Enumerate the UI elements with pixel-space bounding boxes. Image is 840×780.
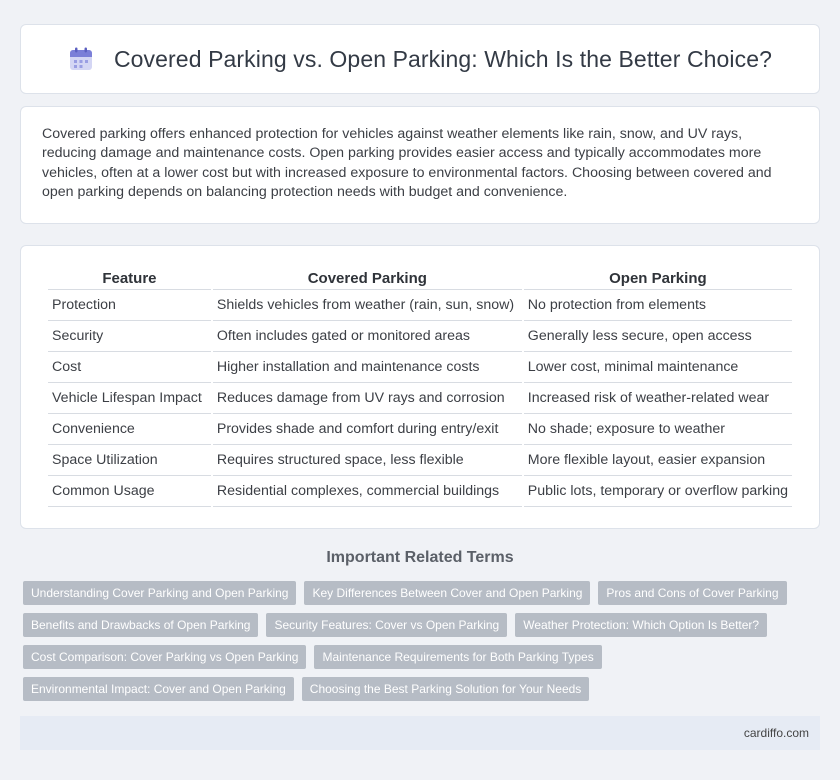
related-term-tag[interactable]: Environmental Impact: Cover and Open Parking <box>23 677 294 701</box>
tag-row <box>23 613 823 637</box>
table-row <box>48 290 792 321</box>
table-cell-covered: Requires structured space, less flexible <box>213 445 522 476</box>
page-title: Covered Parking vs. Open Parking: Which Is the Better Choice? <box>113 45 773 72</box>
table-cell-feature: Space Utilization <box>48 445 211 476</box>
table-cell-open: Public lots, temporary or overflow parking <box>524 476 792 507</box>
table-cell-covered: Provides shade and comfort during entry/exit <box>213 414 522 445</box>
table-cell-covered: Residential complexes, commercial buildings <box>213 476 522 507</box>
table-cell-covered: Higher installation and maintenance costs <box>213 352 522 383</box>
table-row <box>48 352 792 383</box>
related-term-tag[interactable]: Benefits and Drawbacks of Open Parking <box>23 613 258 637</box>
table-row <box>48 445 792 476</box>
table-row <box>48 414 792 445</box>
table-cell-open: Lower cost, minimal maintenance <box>524 352 792 383</box>
table-cell-feature: Cost <box>48 352 211 383</box>
intro-paragraph: Covered parking offers enhanced protection for vehicles against weather elements like rain, snow, and UV rays, reducing damage and maintenance costs. Open parking provides easier access and typically accommodates more vehicles, often at a lower cost but with increased exposure to environmental factors. Choosing between covered and open parking depends on balancing protection needs with budget and convenience. <box>42 126 772 200</box>
header-card <box>20 24 820 94</box>
table-cell-open: Generally less secure, open access <box>524 321 792 352</box>
table-cell-covered: Reduces damage from UV rays and corrosion <box>213 383 522 414</box>
comparison-table <box>46 264 794 507</box>
header-inner <box>68 46 772 73</box>
related-terms-tags <box>23 581 823 709</box>
footer <box>20 716 820 750</box>
table-cell-open: No protection from elements <box>524 290 792 321</box>
related-term-tag[interactable]: Cost Comparison: Cover Parking vs Open Parking <box>23 645 306 669</box>
table-cell-open: Increased risk of weather-related wear <box>524 383 792 414</box>
footer-site-link[interactable]: cardiffo.com <box>743 726 809 740</box>
column-header-covered: Covered Parking <box>213 264 522 290</box>
related-term-tag[interactable]: Pros and Cons of Cover Parking <box>598 581 786 605</box>
tag-row <box>23 645 823 669</box>
table-row <box>48 383 792 414</box>
table-cell-feature: Common Usage <box>48 476 211 507</box>
tag-row <box>23 581 823 605</box>
comparison-table-card <box>20 245 820 529</box>
related-term-tag[interactable]: Understanding Cover Parking and Open Parking <box>23 581 296 605</box>
table-cell-open: More flexible layout, easier expansion <box>524 445 792 476</box>
tag-row <box>23 677 823 701</box>
table-cell-covered: Shields vehicles from weather (rain, sun, snow) <box>213 290 522 321</box>
calendar-icon <box>68 46 94 72</box>
table-header-row <box>48 264 792 290</box>
table-row <box>48 476 792 507</box>
table-cell-feature: Convenience <box>48 414 211 445</box>
related-term-tag[interactable]: Security Features: Cover vs Open Parking <box>266 613 507 637</box>
related-term-tag[interactable]: Key Differences Between Cover and Open Parking <box>304 581 590 605</box>
intro-card <box>20 106 820 224</box>
table-cell-open: No shade; exposure to weather <box>524 414 792 445</box>
table-cell-covered: Often includes gated or monitored areas <box>213 321 522 352</box>
table-cell-feature: Security <box>48 321 211 352</box>
related-term-tag[interactable]: Maintenance Requirements for Both Parking Types <box>314 645 601 669</box>
table-cell-feature: Vehicle Lifespan Impact <box>48 383 211 414</box>
column-header-feature: Feature <box>48 264 211 290</box>
table-cell-feature: Protection <box>48 290 211 321</box>
related-term-tag[interactable]: Choosing the Best Parking Solution for Your Needs <box>302 677 590 701</box>
column-header-open: Open Parking <box>524 264 792 290</box>
table-row <box>48 321 792 352</box>
related-terms-title: Important Related Terms <box>326 549 514 566</box>
related-term-tag[interactable]: Weather Protection: Which Option Is Better? <box>515 613 767 637</box>
